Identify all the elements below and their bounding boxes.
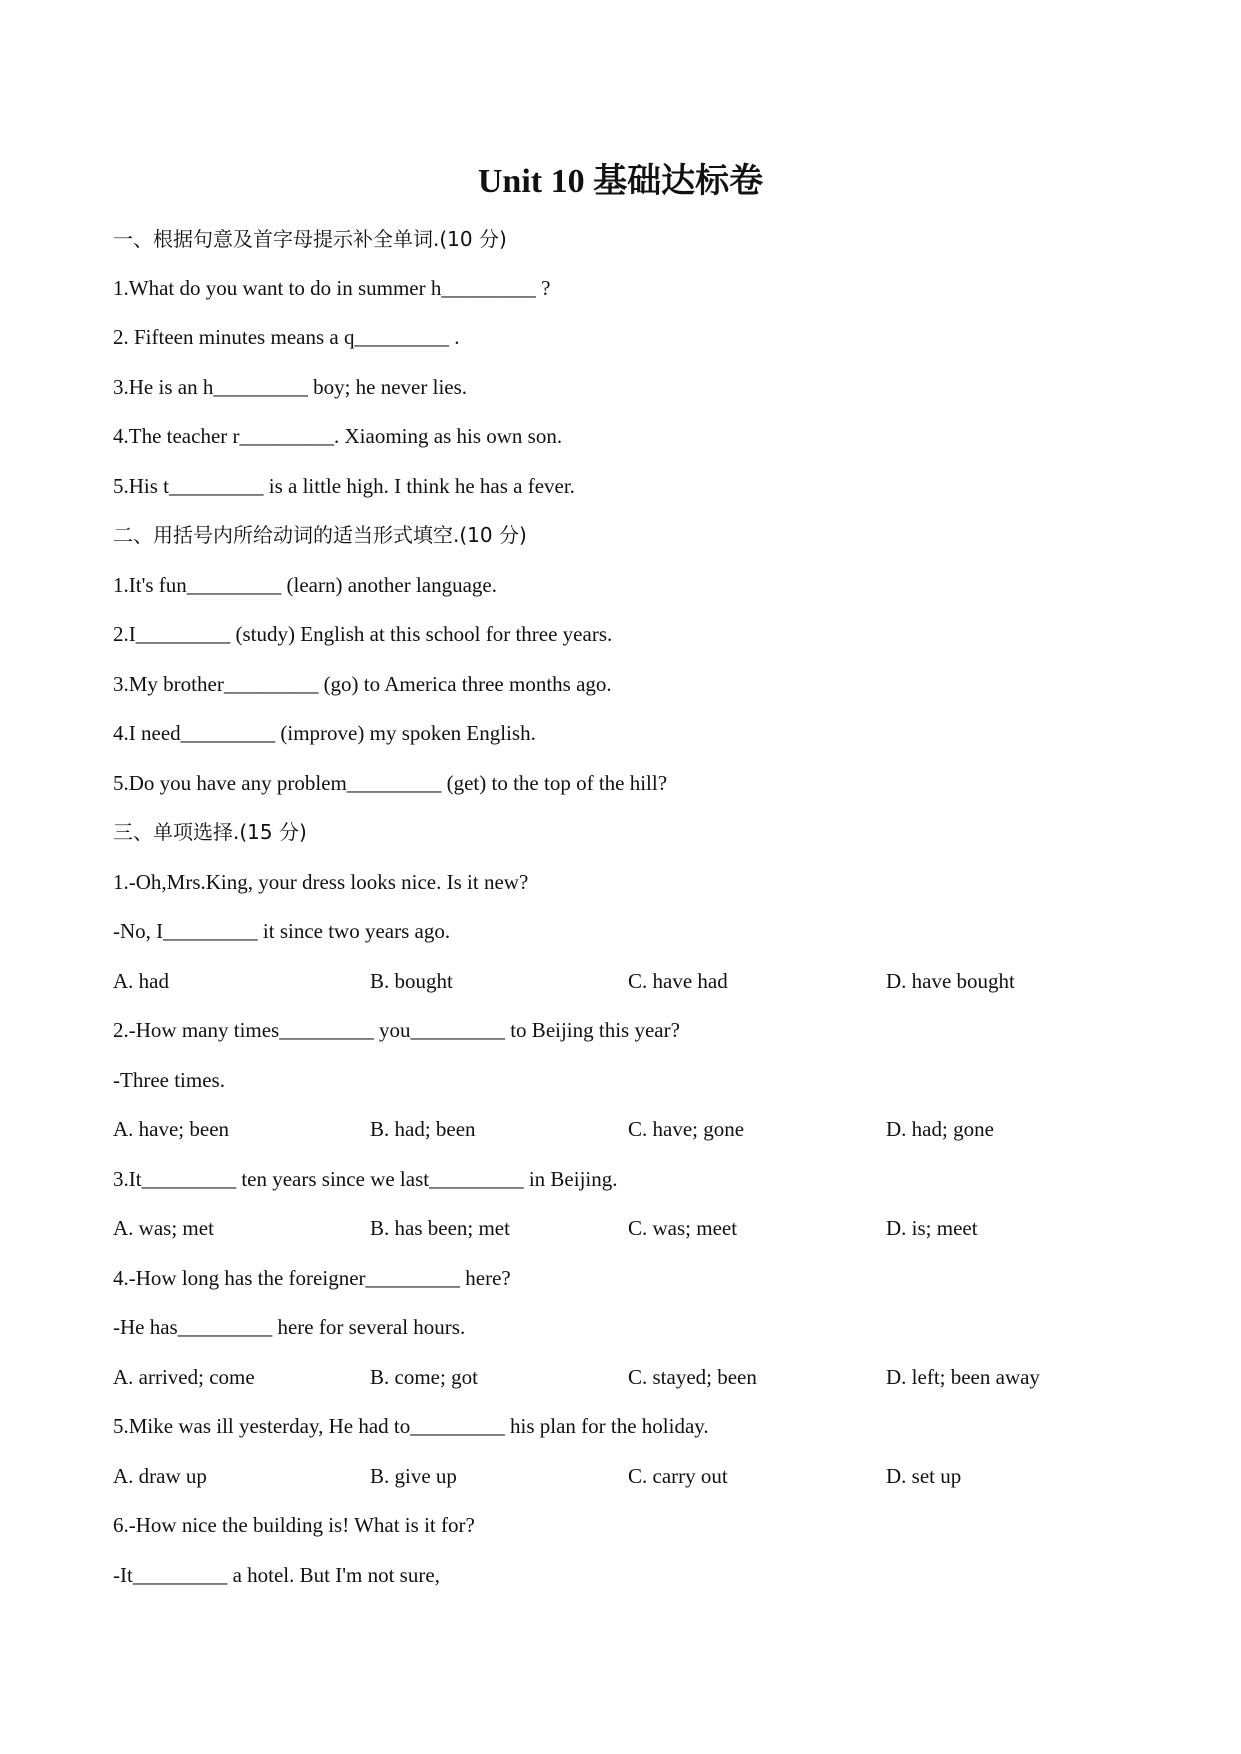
option-b: B. give up [370, 1464, 457, 1488]
question-line: 4.The teacher r_________. Xiaoming as his own son. [113, 424, 563, 448]
question-line: -No, I_________ it since two years ago. [113, 919, 451, 943]
option-c: C. have had [628, 969, 728, 993]
option-b: B. come; got [370, 1365, 478, 1389]
option-a: A. have; been [113, 1117, 230, 1141]
option-d: D. have bought [886, 969, 1015, 993]
option-a: A. arrived; come [113, 1365, 255, 1389]
question-line: -It_________ a hotel. But I'm not sure, [113, 1563, 440, 1587]
question-line: 3.My brother_________ (go) to America three months ago. [113, 672, 612, 696]
option-d: D. left; been away [886, 1365, 1040, 1389]
option-c: C. was; meet [628, 1216, 738, 1240]
question-line: 6.-How nice the building is! What is it for? [113, 1513, 475, 1537]
section-heading: 一、根据句意及首字母提示补全单词.(10 分) [113, 227, 507, 251]
page-title: Unit 10 基础达标卷 [477, 163, 764, 200]
question-line: 5.His t_________ is a little high. I think he has a fever. [113, 474, 575, 498]
option-a: A. had [113, 969, 169, 993]
option-c: C. carry out [628, 1464, 728, 1488]
option-d: D. had; gone [886, 1117, 994, 1141]
option-b: B. has been; met [370, 1216, 510, 1240]
question-line: 3.It_________ ten years since we last_________ in Beijing. [113, 1167, 618, 1191]
question-line: 3.He is an h_________ boy; he never lies. [113, 375, 468, 399]
option-c: C. have; gone [628, 1117, 745, 1141]
option-c: C. stayed; been [628, 1365, 757, 1389]
question-line: -He has_________ here for several hours. [113, 1315, 466, 1339]
question-line: 1.What do you want to do in summer h_________ ? [113, 276, 551, 300]
section-heading: 三、单项选择.(15 分) [113, 820, 307, 844]
question-line: 4.-How long has the foreigner_________ here? [113, 1266, 511, 1290]
section-heading: 二、用括号内所给动词的适当形式填空.(10 分) [113, 523, 527, 547]
option-b: B. had; been [370, 1117, 476, 1141]
question-line: 5.Do you have any problem_________ (get) to the top of the hill? [113, 771, 668, 795]
question-line: 4.I need_________ (improve) my spoken English. [113, 721, 536, 745]
option-d: D. set up [886, 1464, 962, 1488]
question-line: 2.I_________ (study) English at this school for three years. [113, 622, 613, 646]
question-line: -Three times. [113, 1068, 225, 1092]
option-a: A. draw up [113, 1464, 207, 1488]
question-line: 2. Fifteen minutes means a q_________ . [113, 325, 460, 349]
question-line: 2.-How many times_________ you_________ to Beijing this year? [113, 1018, 680, 1042]
option-b: B. bought [370, 969, 453, 993]
question-line: 1.It's fun_________ (learn) another language. [113, 573, 497, 597]
option-d: D. is; meet [886, 1216, 978, 1240]
question-line: 5.Mike was ill yesterday, He had to_________ his plan for the holiday. [113, 1414, 709, 1438]
option-a: A. was; met [113, 1216, 214, 1240]
question-line: 1.-Oh,Mrs.King, your dress looks nice. Is it new? [113, 870, 529, 894]
